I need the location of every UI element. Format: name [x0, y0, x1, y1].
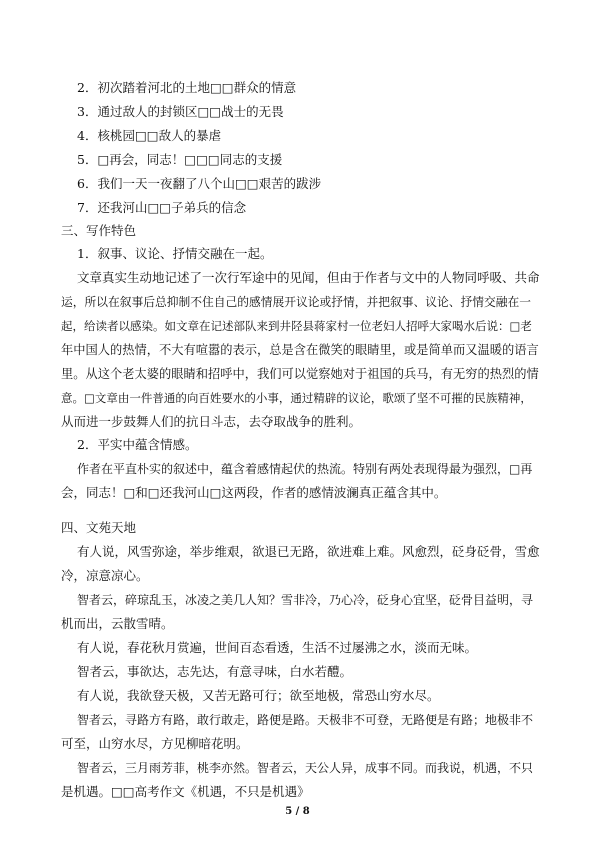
essay-line: 是机遇。□□高考作文《机遇，不只是机遇》 [61, 784, 310, 799]
page-number: 5 / 8 [285, 806, 310, 817]
outline-item-5: 5．□再会，同志！□□□同志的支援 [77, 152, 283, 167]
essay-line: 智者云，三月雨芳菲，桃李亦然。智者云，天公人异，成事不同。而我说，机遇，不只 [77, 761, 534, 775]
paragraph-line: 会，同志！□和□还我河山□这两段，作者的感情波澜真正蕴含其中。 [61, 485, 447, 500]
point-1-title: 1．叙事、议论、抒情交融在一起。 [77, 246, 273, 261]
essay-line: 冷，凉意凉心。 [61, 568, 149, 583]
essay-line: 智者云，寻路方有路，敢行敢走，路便是路。天极非不可登，无路便是有路；地极非不 [77, 713, 534, 727]
paragraph-line: 里。从这个老太婆的眼睛和招呼中，我们可以觉察她对于祖国的兵马，有无穷的热烈的情 [61, 367, 539, 381]
paragraph-line: 文章真实生动地记述了一次行军途中的见闻，但由于作者与文中的人物同呼吸、共命 [77, 270, 540, 285]
outline-item-7: 7．还我河山□□子弟兵的信念 [77, 200, 247, 215]
essay-line: 机而出，云散雪晴。 [61, 616, 174, 631]
section-heading-writing-features: 三、写作特色 [61, 223, 137, 238]
paragraph-line: 运，所以在叙事后总抑制不住自己的感情展开议论或抒情，并把叙事、议论、抒情交融在一 [61, 295, 531, 309]
point-2-title: 2．平实中蕴含情感。 [77, 437, 198, 452]
essay-line: 智者云，碎琼乱玉，冰凌之美几人知？雪非冷，乃心冷，砭身心宜坚，砭骨目益明，寻 [77, 593, 534, 607]
paragraph-line: 起，给读者以感染。如文章在记述部队来到井陉县蒋家村一位老妇人招呼大家喝水后说：□老 [61, 319, 532, 333]
paragraph-line: 从而进一步鼓舞人们的抗日斗志，去夺取战争的胜利。 [61, 414, 362, 429]
essay-line: 智者云，事欲达，志先达，有意寻味，白水若醴。 [77, 664, 353, 679]
essay-line: 有人说，风雪弥途，举步维艰，欲退已无路，欲进难上难。风愈烈，砭身砭骨，雪愈 [77, 544, 540, 559]
essay-line: 有人说，春花秋月赏遍，世间百态看透，生活不过屡沸之水，淡而无味。 [77, 640, 478, 655]
essay-line: 有人说，我欲登天极，又苦无路可行；欲至地极，常恐山穷水尽。 [77, 688, 440, 703]
outline-item-4: 4．核桃园□□敌人的暴虐 [77, 128, 222, 143]
essay-line: 可至，山穷水尽，方见柳暗花明。 [61, 736, 249, 751]
paragraph-line: 年中国人的热情，不大有喧嚣的表示，总是含在微笑的眼睛里，或是简单而又温暖的语言 [61, 343, 539, 357]
paragraph-line: 作者在平直朴实的叙述中，蕴含着感情起伏的热流。特别有两处表现得最为强烈，□再 [77, 462, 533, 476]
outline-item-2: 2．初次踏着河北的土地□□群众的情意 [77, 80, 297, 95]
paragraph-line: 意。□文章由一件普通的向百姓要水的小事，通过精辟的议论，歌颂了坚不可摧的民族精神， [61, 391, 532, 405]
section-heading-literary-garden: 四、文苑天地 [61, 520, 137, 535]
outline-item-3: 3．通过敌人的封锁区□□战士的无畏 [77, 104, 284, 119]
outline-item-6: 6．我们一天一夜翻了八个山□□艰苦的跋涉 [77, 176, 322, 191]
